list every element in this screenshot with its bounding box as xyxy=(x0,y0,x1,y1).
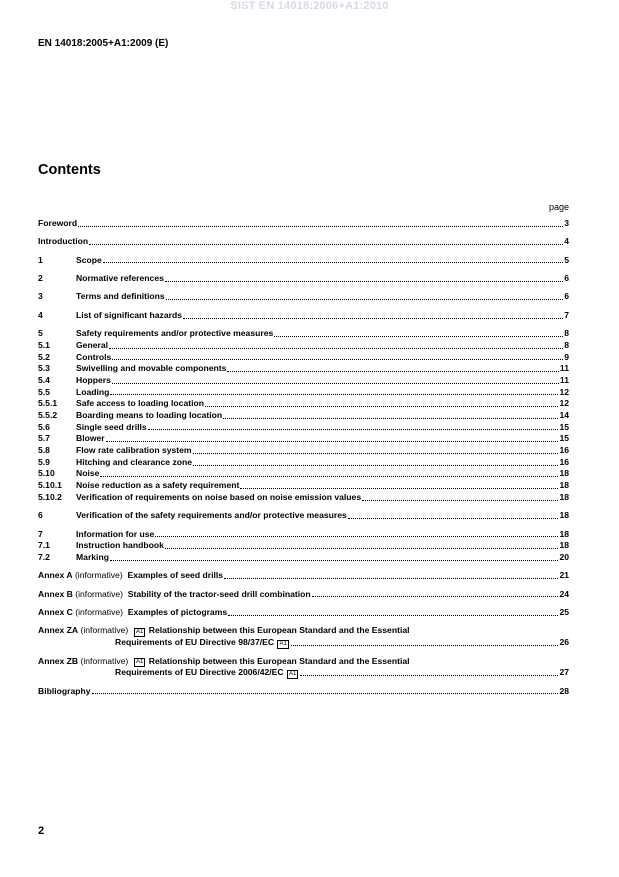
toc-entry-annex-continuation[interactable]: Requirements of EU Directive 2006/42/EC A1 27 xyxy=(115,667,569,678)
toc-entry[interactable]: 7 Information for use 18 xyxy=(38,528,569,539)
toc-entry[interactable]: 2 Normative references 6 xyxy=(38,273,569,284)
toc-entry[interactable]: 5.7 Blower 15 xyxy=(38,433,569,444)
amendment-start-marker: A1 xyxy=(136,659,144,666)
toc-entry-annex-continuation[interactable]: Requirements of EU Directive 98/37/EC A1 26 xyxy=(115,637,569,648)
toc-entry[interactable]: 5.2 Controls 9 xyxy=(38,351,569,362)
toc-entry[interactable]: 5.5 Loading 12 xyxy=(38,386,569,397)
toc-entry[interactable]: 3 Terms and definitions 6 xyxy=(38,291,569,302)
watermark: SIST EN 14018:2006+A1:2010 xyxy=(230,0,389,12)
toc-entry-annex[interactable]: Annex C (informative) Examples of pictograms 25 xyxy=(38,607,569,618)
toc-entry[interactable]: 5.9 Hitching and clearance zone 16 xyxy=(38,456,569,467)
toc-entry-annex[interactable]: Annex ZB (informative) A1 Relationship between this European Standard and the Essential xyxy=(38,655,410,666)
toc-entry[interactable]: 5.4 Hoppers 11 xyxy=(38,374,569,385)
toc-entry[interactable]: Bibliography 28 xyxy=(38,685,569,696)
toc-entry[interactable]: 7.1 Instruction handbook 18 xyxy=(38,540,569,551)
toc-entry[interactable]: Foreword 3 xyxy=(38,217,569,228)
toc-entry[interactable]: 7.2 Marking 20 xyxy=(38,551,569,562)
toc-entry[interactable]: 1 Scope 5 xyxy=(38,254,569,265)
toc-entry[interactable]: 5.10 Noise 18 xyxy=(38,468,569,479)
amendment-end-marker: A1 xyxy=(279,640,287,647)
toc-entry[interactable]: 5 Safety requirements and/or protective measures 8 xyxy=(38,328,569,339)
toc-entry[interactable]: 5.6 Single seed drills 15 xyxy=(38,421,569,432)
toc-entry-annex[interactable]: Annex ZA (informative) A1 Relationship between this European Standard and the Essential xyxy=(38,625,410,636)
toc-entry[interactable]: 5.8 Flow rate calibration system 16 xyxy=(38,445,569,456)
document-id: EN 14018:2005+A1:2009 (E) xyxy=(38,38,169,49)
toc-entry[interactable]: 4 List of significant hazards 7 xyxy=(38,309,569,320)
page-column-label: page xyxy=(548,202,569,212)
toc-entry[interactable]: 5.1 General 8 xyxy=(38,339,569,350)
toc-entry[interactable]: 5.5.1 Safe access to loading location 12 xyxy=(38,398,569,409)
toc-entry-annex[interactable]: Annex B (informative) Stability of the tractor-seed drill combination 24 xyxy=(38,588,569,599)
toc-entry[interactable]: 5.5.2 Boarding means to loading location 14 xyxy=(38,410,569,421)
amendment-start-marker: A1 xyxy=(136,629,144,636)
toc-entry[interactable]: 5.10.1 Noise reduction as a safety requirement 18 xyxy=(38,480,569,491)
toc-entry[interactable]: 5.10.2 Verification of requirements on noise based on noise emission values 18 xyxy=(38,491,569,502)
toc-entry[interactable]: 6 Verification of the safety requirements and/or protective measures 18 xyxy=(38,510,569,521)
toc-entry[interactable]: Introduction 4 xyxy=(38,236,569,247)
contents-title: Contents xyxy=(38,162,101,178)
toc-entry[interactable]: 5.3 Swivelling and movable components 11 xyxy=(38,363,569,374)
table-of-contents xyxy=(38,218,569,697)
page-number: 2 xyxy=(38,825,45,837)
toc-entry-annex[interactable]: Annex A (informative) Examples of seed drills 21 xyxy=(38,570,569,581)
amendment-end-marker: A1 xyxy=(289,670,297,677)
